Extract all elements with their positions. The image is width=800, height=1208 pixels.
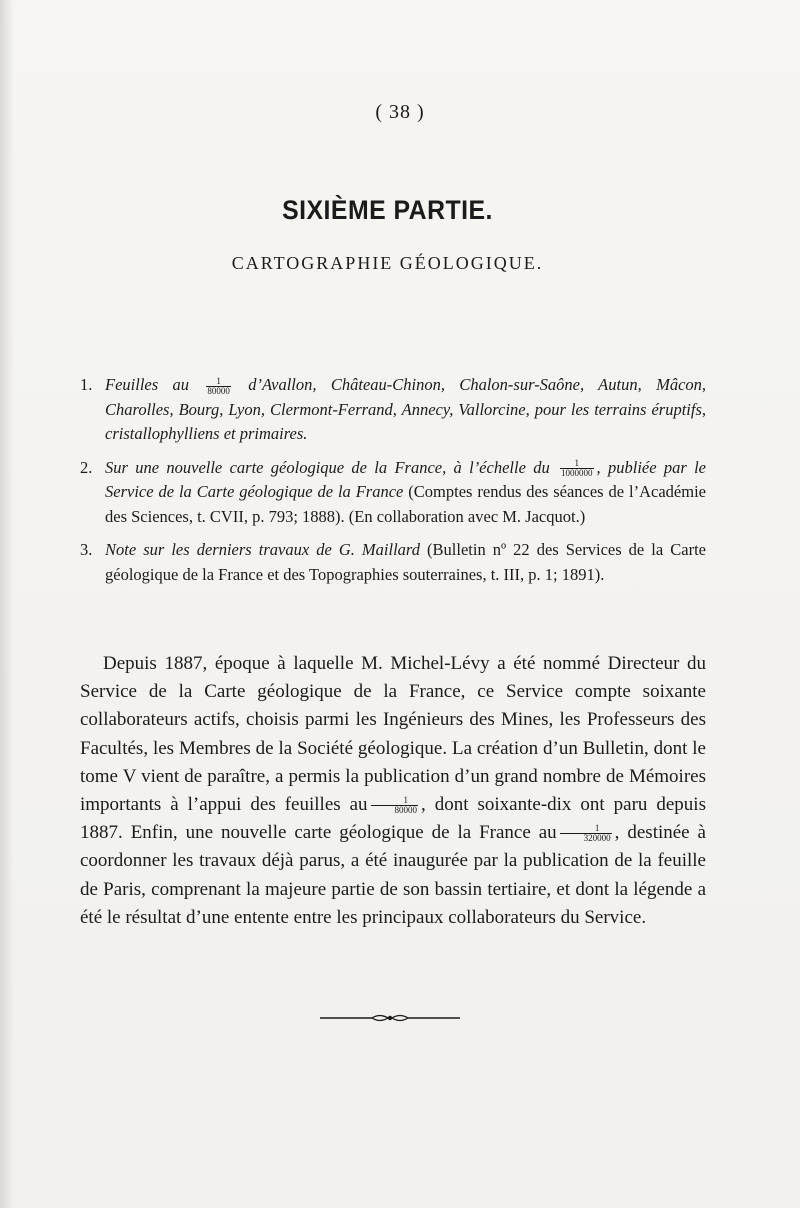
fraction-numerator: 1 [371,796,419,806]
part-title: SIXIÈME PARTIE. [282,195,493,225]
reference-title: Sur une nouvelle carte géologique de la France, à l’échelle du [105,457,550,477]
reference-item [80,456,706,530]
page-number: ( 38 ) [375,101,425,123]
fraction-numerator: 1 [560,824,612,834]
body-paragraph [80,650,706,932]
fraction-denominator: 1000000 [561,468,593,479]
scale-fraction [371,796,419,815]
paragraph [80,650,706,932]
page-edge-shadow [0,0,14,1208]
paragraph-text: , destinée à coordonner les travaux déjà parus, a été inaugurée par la publication de la feuille de Paris, comprenant la majeure partie de son bassin tertiaire, et dont la légende a été le résultat d’une entente entre les principaux collaborateurs du Service. [80,822,706,928]
paragraph-text: , dont soixante-dix ont paru depuis 1887. Enfin, une nouvelle carte géologique de la France au [80,794,706,844]
section-title: CARTOGRAPHIE GÉOLOGIQUE. [231,253,544,273]
fraction-numerator: 1 [206,377,231,387]
paragraph-text: Depuis 1887, époque à laquelle M. Michel-Lévy a été nommé Directeur du Service de la Carte géologique de la France, ce Service compte soixante collaborateurs actifs, choisis parmi les Ingénieurs des Mines, les Professeurs des Facultés, les Membres de la Société géologique. La création d’un Bulletin, dont le tome V vient de paraître, a permis la publication d’un grand nombre de Mémoires importants à l’appui des feuilles au [80,653,706,816]
reference-title-rest: , publiée par le Service de la Carte géologique de la France [105,457,707,501]
fraction-denominator: 80000 [394,805,418,816]
reference-number: 2. [80,457,93,477]
reference-title: Feuilles au [105,375,190,394]
scale-fraction [560,459,594,478]
fraction-denominator: 320000 [583,833,611,844]
decorative-rule-icon [320,1008,460,1028]
reference-title-rest: d’Avallon, Château-Chinon, Chalon-sur-Saône, Autun, Mâcon, Charolles, Bourg, Lyon, Clermont-Ferrand, Annecy, Vallorcine, pour les terrains éruptifs, cristallophylliens et primaires. [105,375,707,443]
reference-list [80,373,706,596]
reference-source: (Comptes rendus des séances de l’Académie des Sciences, t. CVII, p. 793; 1888). (En collaboration avec M. Jacquot.) [105,482,706,526]
reference-item [80,373,706,447]
reference-number: 1. [80,375,93,394]
fraction-numerator: 1 [560,459,594,469]
scale-fraction [206,377,231,396]
reference-source: (Bulletin nº 22 des Services de la Carte géologique de la France et des Topographies souterraines, t. III, p. 1; 1891). [105,540,706,584]
reference-number: 3. [80,540,93,559]
fraction-denominator: 80000 [207,385,230,396]
reference-item [80,538,706,587]
scale-fraction [560,824,612,843]
reference-title: Note sur les derniers travaux de G. Maillard [105,540,420,559]
